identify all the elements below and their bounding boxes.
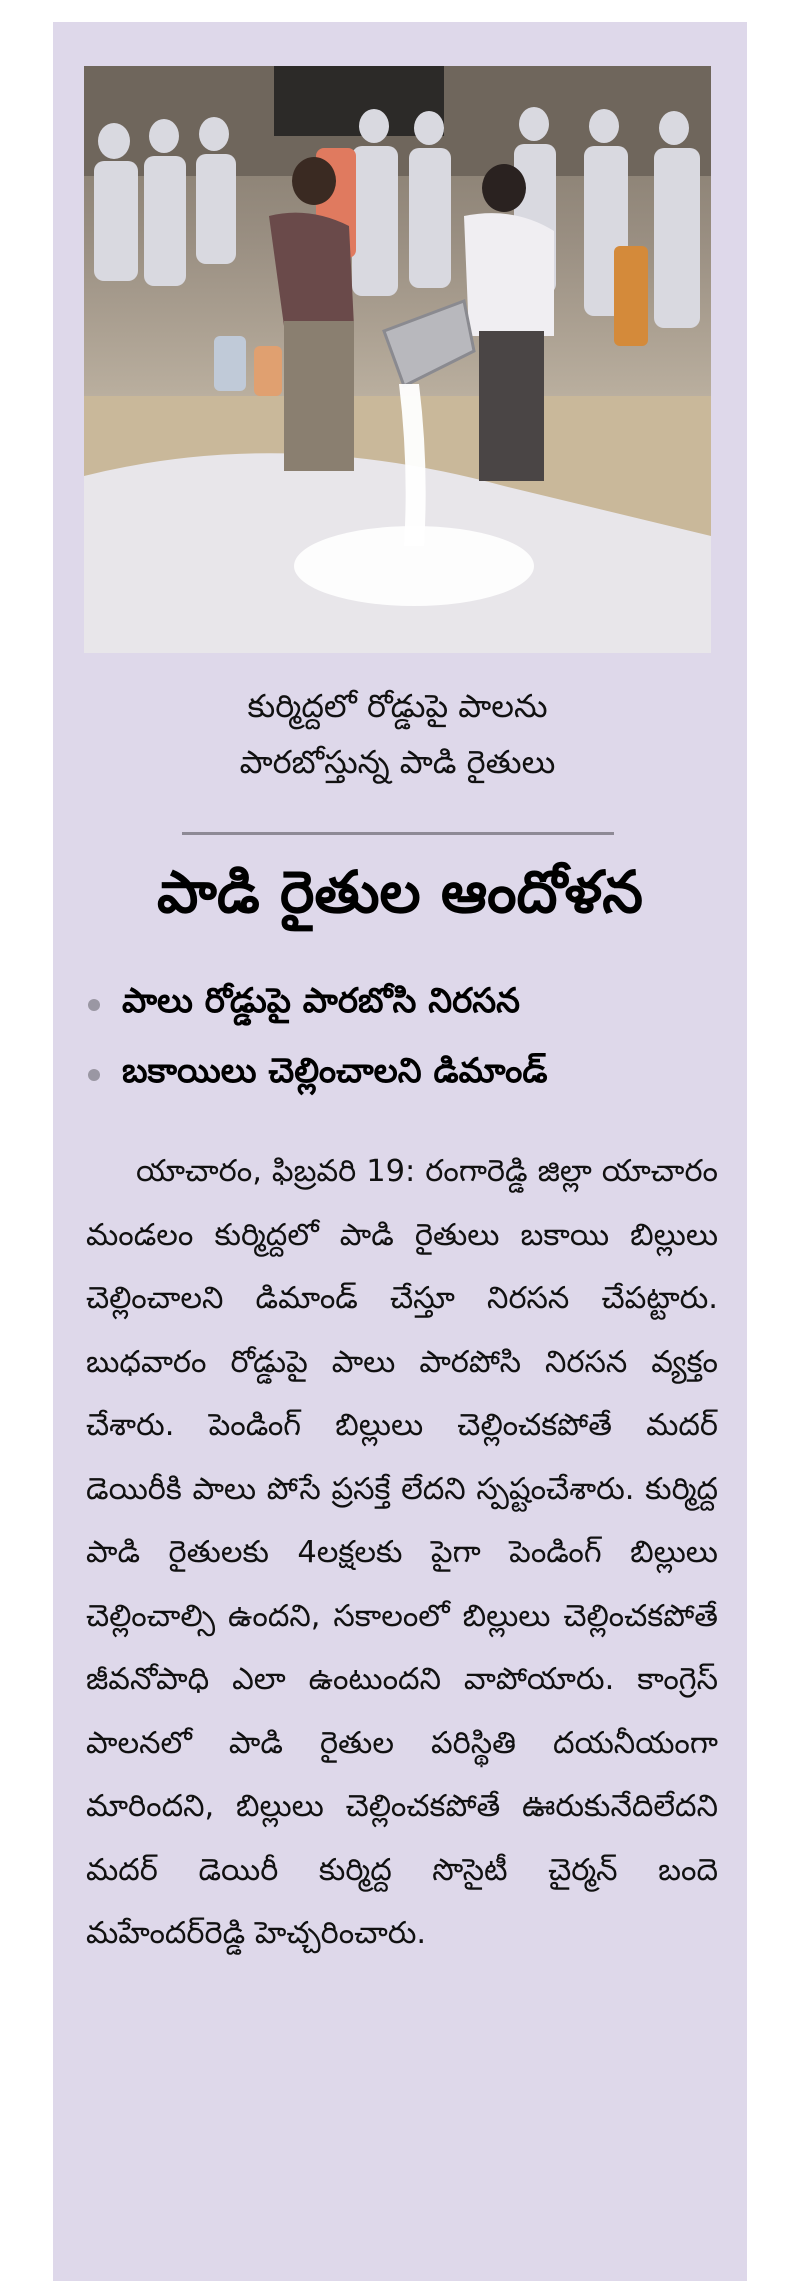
- farmers-pouring-milk-photo: [84, 66, 711, 653]
- caption-line-1: కుర్మిద్దలో రోడ్డుపై పాలను: [247, 687, 548, 725]
- bullet-list: [84, 970, 714, 1110]
- bullet-text: పాలు రోడ్డుపై పారబోసి నిరసన: [122, 981, 521, 1021]
- bullet-item: [84, 1040, 714, 1110]
- bullet-dot-icon: [88, 999, 100, 1011]
- bullet-dot-icon: [88, 1069, 100, 1081]
- headline: పాడి రైతుల ఆందోళన: [157, 858, 643, 926]
- caption-line-2: పారబోస్తున్న పాడి రైతులు: [239, 743, 556, 781]
- photo-caption: [90, 678, 705, 790]
- bullet-text: బకాయిలు చెల్లించాలని డిమాండ్: [122, 1051, 548, 1091]
- news-photo: [84, 66, 711, 653]
- divider: [182, 832, 614, 835]
- bullet-item: [84, 970, 714, 1040]
- article-body: యాచారం, ఫిబ్రవరి 19: రంగారెడ్డి జిల్లా యాచారం మండలం కుర్మిద్దలో పాడి రైతులు బకాయి బిల్లులు చెల్లించాలని డిమాండ్ చేస్తూ నిరసన చేపట్టారు. బుధవారం రోడ్డుపై పాలు పారపోసి నిరసన వ్యక్తం చేశారు. పెండింగ్ బిల్లులు చెల్లించకపోతే మదర్ డెయిరీకి పాలు పోసే ప్రసక్తే లేదని స్పష్టంచేశారు. కుర్మిద్ద పాడి రైతులకు 4లక్షలకు పైగా పెండింగ్ బిల్లులు చెల్లించాల్సి ఉందని, సకాలంలో బిల్లులు చెల్లించకపోతే జీవనోపాధి ఎలా ఉంటుందని వాపోయారు. కాంగ్రెస్ పాలనలో పాడి రైతుల పరిస్థితి దయనీయంగా మారిందని, బిల్లులు చెల్లించకపోతే ఊరుకునేదిలేదని మదర్ డెయిరీ కుర్మిద్ద సొసైటీ చైర్మన్ బందె మహేందర్‌రెడ్డి హెచ్చరించారు.: [86, 1154, 718, 1951]
